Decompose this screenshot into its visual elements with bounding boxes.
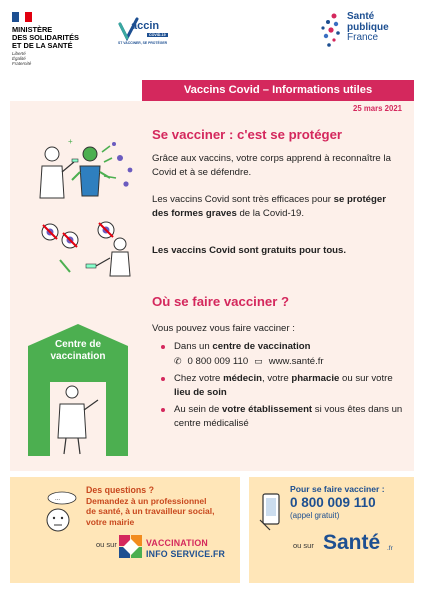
section-title-protect: Se vacciner : c'est se protéger <box>152 127 343 142</box>
or-on-label-left: ou sur <box>96 540 117 549</box>
booking-title: Pour se faire vacciner : <box>290 484 385 494</box>
computer-icon: ▭ <box>254 355 263 366</box>
booking-free-call: (appel gratuit) <box>290 511 340 520</box>
centre-website[interactable]: www.santé.fr <box>268 355 324 367</box>
svg-text:+: + <box>68 137 73 146</box>
svg-text:...: ... <box>55 496 61 502</box>
ministry-name: MINISTÈRE DES SOLIDARITÉS ET DE LA SANTÉ <box>12 25 79 50</box>
or-on-label-right: ou sur <box>293 541 314 550</box>
paragraph-efficacy: Les vaccins Covid sont très efficaces pour se protéger des formes graves de la Covid-19. <box>152 194 386 219</box>
paragraph-intro-where: Vous pouvez vous faire vacciner : <box>152 323 295 334</box>
sante-fr-logo[interactable]: Santé <box>323 531 381 554</box>
vaccination-places-list <box>152 340 404 434</box>
republic-motto: Liberté Égalité Fraternité <box>12 51 32 66</box>
vaccin-logo-word: accin <box>131 20 160 32</box>
list-item-doctor: Chez votre médecin, votre pharmacie ou sur votre lieu de soin <box>152 372 404 399</box>
vaccination-info-service-line2[interactable]: INFO SERVICE.FR <box>146 549 226 559</box>
list-item-centre: Dans un centre de vaccination ✆ 0 800 009 110 ▭ www.santé.fr <box>152 340 404 368</box>
questions-advice: Demandez à un professionnel de santé, à un travailleur social, votre mairie <box>86 496 215 527</box>
questions-title: Des questions ? <box>86 485 154 495</box>
vaccin-logo-sub: ST VACCINER, SE PROTÉGER <box>118 41 168 45</box>
sante-publique-dots-icon <box>318 12 342 52</box>
vaccin-logo-tag: COVID-19 <box>149 33 166 37</box>
centre-label: Centre de vaccination <box>50 339 106 362</box>
sante-fr-tld: .fr <box>387 545 393 552</box>
paragraph-free: Les vaccins Covid sont gratuits pour tous. <box>152 245 347 256</box>
rf-flag <box>12 12 32 22</box>
sante-publique-name: Santé publique France <box>347 11 389 43</box>
phone-icon: ✆ <box>174 355 182 366</box>
section-title-where: Où se faire vacciner ? <box>152 294 290 309</box>
publication-date: 25 mars 2021 <box>353 104 402 113</box>
vaccination-info-service-line1[interactable]: VACCINATION <box>146 538 208 548</box>
vaccination-info-service-logo-icon <box>119 535 143 559</box>
thinking-face-icon <box>40 490 78 534</box>
list-item-establishment: Au sein de votre établissement si vous êtes dans un centre médicalisé <box>152 403 404 430</box>
crossed-virus-illustration <box>40 218 140 278</box>
paragraph-vaccine-learning: Grâce aux vaccins, votre corps apprend à reconnaître la Covid et à se défendre. <box>152 153 391 178</box>
page-title: Vaccins Covid – Informations utiles <box>142 80 414 101</box>
centre-contacts <box>174 355 404 369</box>
mobile-phone-icon <box>258 492 284 532</box>
doctor-patient-virus-illustration <box>30 132 140 212</box>
centre-phone: 0 800 009 110 <box>187 355 249 367</box>
booking-phone[interactable]: 0 800 009 110 <box>290 495 376 510</box>
